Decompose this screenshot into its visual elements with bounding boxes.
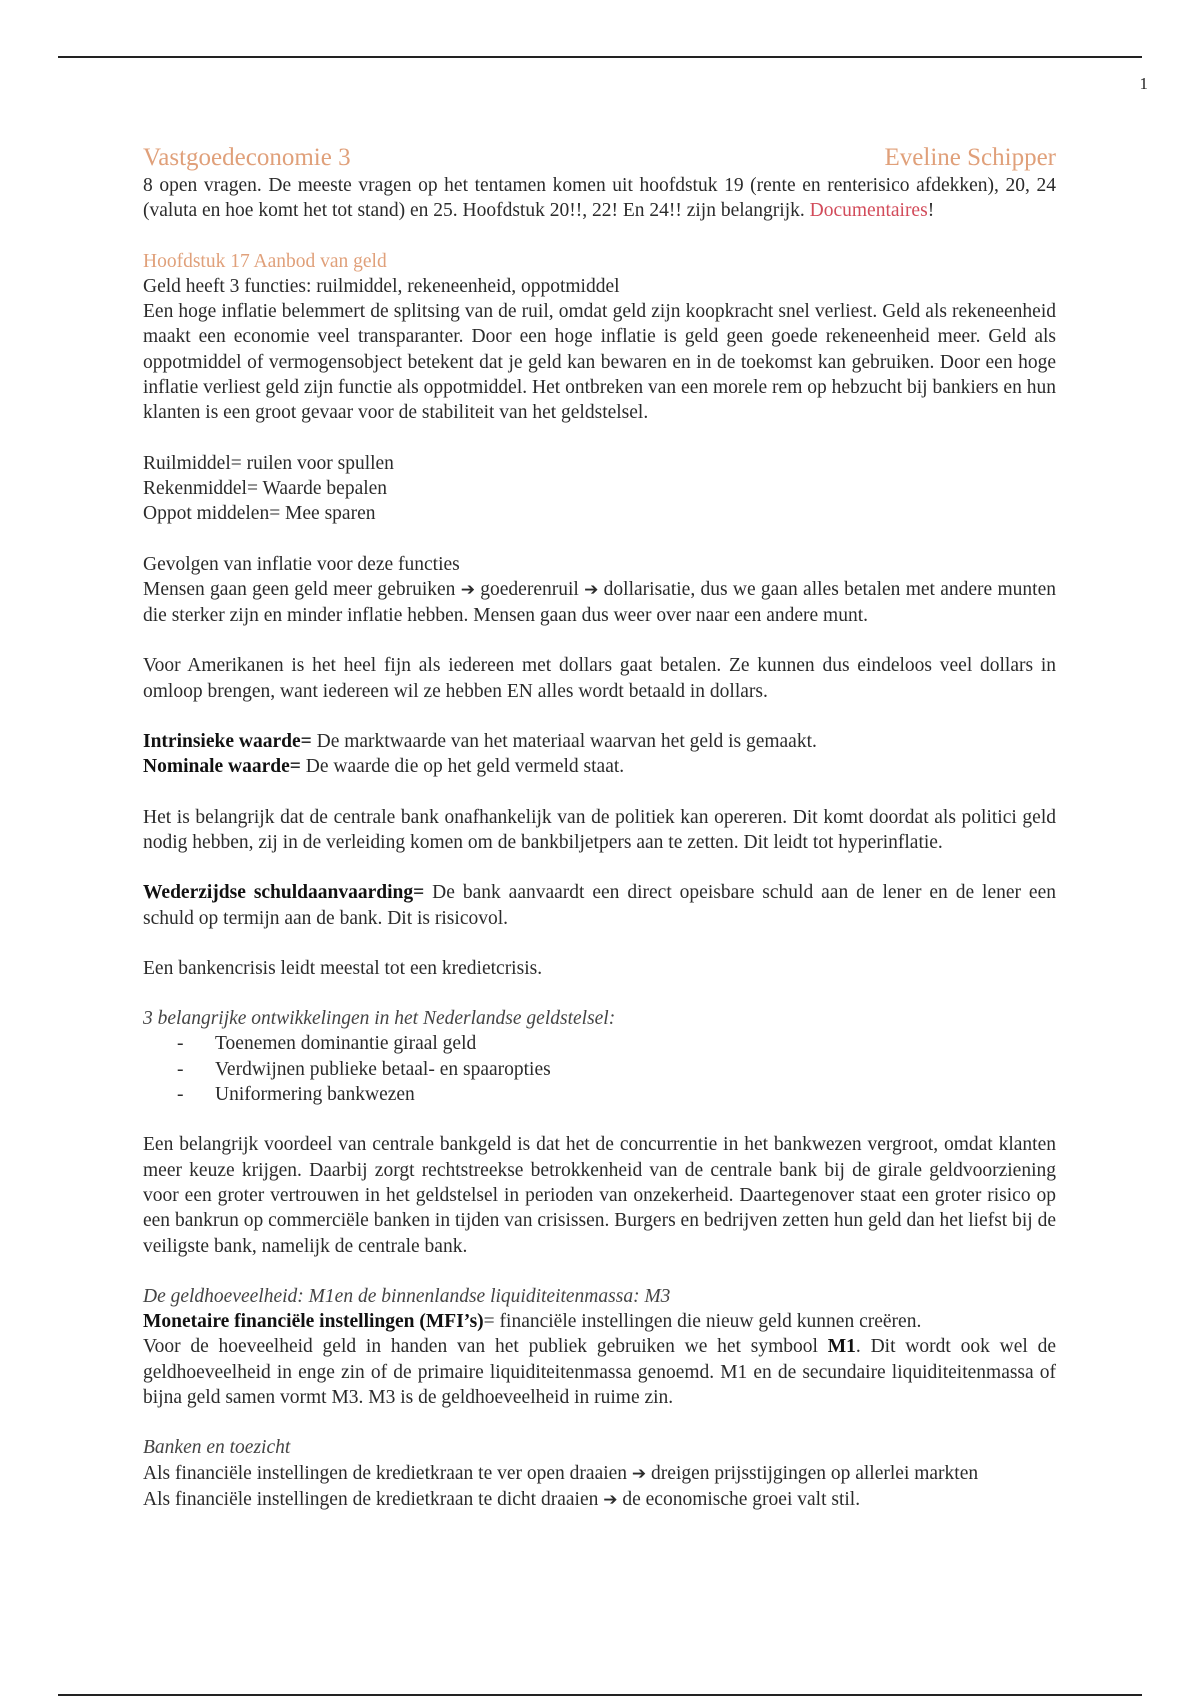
intrinsic-value-definition (143, 729, 1056, 754)
money-supply-heading: De geldhoeveelheid: M1en de binnenlandse liquiditeitenmassa: M3 (143, 1285, 671, 1307)
intro-paragraph (143, 173, 1056, 224)
inflation-effects-heading: Gevolgen van inflatie voor deze functies (143, 553, 460, 575)
money-supply-paragraph (143, 1334, 1056, 1410)
course-title: Vastgoedeconomie 3 (143, 144, 351, 171)
functions-line: Geld heeft 3 functies: ruilmiddel, rekeneenheid, oppotmiddel (143, 275, 620, 297)
inflation-effects-paragraph (143, 577, 1056, 629)
effects-part-1: Mensen gaan geen geld meer gebruiken (143, 578, 461, 600)
credit-closed-a: Als financiële instellingen de kredietkraan te dicht draaien (143, 1488, 604, 1510)
americans-paragraph: Voor Amerikanen is het heel fijn als iedereen met dollars gaat betalen. Ze kunnen dus eindeloos veel dollars in omloop brengen, want iedereen wil ze hebben EN alles wordt betaald in dollars. (143, 655, 1056, 702)
credit-open-a: Als financiële instellingen de kredietkraan te ver open draaien (143, 1462, 632, 1484)
arrow-right-icon: ➔ (460, 579, 475, 600)
list-item: - Verdwijnen publieke betaal- en spaaropties (177, 1057, 1056, 1082)
credit-open-b: dreigen prijsstijgingen op allerlei markten (646, 1462, 979, 1484)
developments-list (143, 1031, 1056, 1107)
mutual-debt-definition (143, 880, 1056, 931)
effects-part-2: goederenruil (474, 578, 585, 600)
central-bank-paragraph: Het is belangrijk dat de centrale bank onafhankelijk van de politiek kan opereren. Dit komt doordat als politici geld nodig hebben, zij in de verleiding komen om de bankbiljetpers aan te zetten. Dit leidt tot hyperinflatie. (143, 806, 1056, 853)
arrow-right-icon: ➔ (584, 579, 599, 600)
list-item: - Uniformering bankwezen (177, 1082, 1056, 1107)
central-bank-money-paragraph: Een belangrijk voordeel van centrale bankgeld is dat het de concurrentie in het bankwezen vergroot, omdat klanten meer keuze krijgen. Daarbij zorgt rechtstreekse betrokkenheid van de centrale bank bij de girale geldvoorziening voor een groter vertrouwen in het geldstelsel in perioden van onzekerheid. Daartegenover staat een groter risico op een bankrun op commerciële banken in tijden van crisissen. Burgers en bedrijven zetten hun geld dan het liefst bij de veiligste bank, namelijk de centrale bank. (143, 1134, 1056, 1257)
page-number: 1 (1139, 74, 1148, 93)
m1-symbol: M1 (827, 1336, 856, 1358)
intrinsic-value-text: De marktwaarde van het materiaal waarvan het geld is gemaakt. (311, 731, 817, 753)
mfi-text: = financiële instellingen die nieuw geld kunnen creëren. (483, 1311, 922, 1333)
credit-closed-b: de economische groei valt stil. (617, 1488, 861, 1510)
top-rule (58, 56, 1142, 58)
value-terms (143, 729, 1056, 780)
credit-open-line (143, 1461, 1056, 1487)
chapter-17-heading: Hoofdstuk 17 Aanbod van geld (143, 250, 387, 272)
supervision-heading: Banken en toezicht (143, 1437, 291, 1459)
intro-end: ! (927, 200, 935, 222)
arrow-right-icon: ➔ (603, 1489, 618, 1510)
documentaires-highlight: Documentaires (809, 200, 928, 222)
list-item: - Toenemen dominantie giraal geld (177, 1031, 1056, 1056)
credit-closed-line (143, 1487, 1056, 1513)
mfi-term: Monetaire financiële instellingen (MFI’s) (143, 1311, 484, 1333)
bottom-rule (58, 1694, 1142, 1696)
bank-crisis-line: Een bankencrisis leidt meestal tot een kredietcrisis. (143, 957, 543, 979)
arrow-right-icon: ➔ (631, 1463, 647, 1484)
simple-definitions (143, 451, 1056, 527)
definition-oppotmiddelen: Oppot middelen= Mee sparen (143, 503, 376, 525)
m1-text-before: Voor de hoeveelheid geld in handen van het publiek gebruiken we het symbool (143, 1336, 828, 1358)
mutual-debt-term: Wederzijdse schuldaanvaarding= (143, 882, 425, 904)
mutual-debt-text: De bank aanvaardt een direct opeisbare schuld aan de lener en de lener een schuld op termijn aan de bank. Dit is risicovol. (143, 882, 1056, 929)
mfi-definition (143, 1309, 1056, 1334)
intrinsic-value-term: Intrinsieke waarde= (143, 731, 312, 753)
developments-heading: 3 belangrijke ontwikkelingen in het Nederlandse geldstelsel: (143, 1008, 616, 1030)
m1-text-after: . Dit wordt ook wel de geldhoeveelheid in enge zin of de primaire liquiditeitenmassa genoemd. M1 en de secundaire liquiditeitenmassa of bijna geld samen vormt M3. M3 is de geldhoeveelheid in ruime zin. (143, 1336, 1056, 1408)
intro-text: 8 open vragen. De meeste vragen op het tentamen komen uit hoofdstuk 19 (rente en renterisico afdekken), 20, 24 (valuta en hoe komt het tot stand) en 25. Hoofdstuk 20!!, 22! En 24!! zijn belangrijk. (143, 175, 1056, 222)
effects-part-3: dollarisatie, dus we gaan alles betalen met andere munten die sterker zijn en minder inflatie hebben. Mensen gaan dus weer over naar een andere munt. (143, 578, 1057, 627)
document-body (143, 143, 1056, 1513)
author-name: Eveline Schipper (884, 144, 1056, 171)
document-header (143, 143, 1056, 173)
definition-ruilmiddel: Ruilmiddel= ruilen voor spullen (143, 452, 394, 474)
nominal-value-text: De waarde die op het geld vermeld staat. (300, 756, 625, 778)
definition-rekenmiddel: Rekenmiddel= Waarde bepalen (143, 477, 388, 499)
inflation-paragraph: Een hoge inflatie belemmert de splitsing van de ruil, omdat geld zijn koopkracht snel verliest. Geld als rekeneenheid maakt een economie veel transparanter. Door een hoge inflatie is geld geen goede rekeneenheid meer. Geld als oppotmiddel of vermogensobject betekent dat je geld kan bewaren en in de toekomst kan gebruiken. Door een hoge inflatie verliest geld zijn functie als oppotmiddel. Het ontbreken van een morele rem op hebzucht bij bankiers en hun klanten is een groot gevaar voor de stabiliteit van het geldstelsel. (143, 301, 1056, 424)
nominal-value-term: Nominale waarde= (143, 756, 301, 778)
nominal-value-definition (143, 754, 1056, 779)
